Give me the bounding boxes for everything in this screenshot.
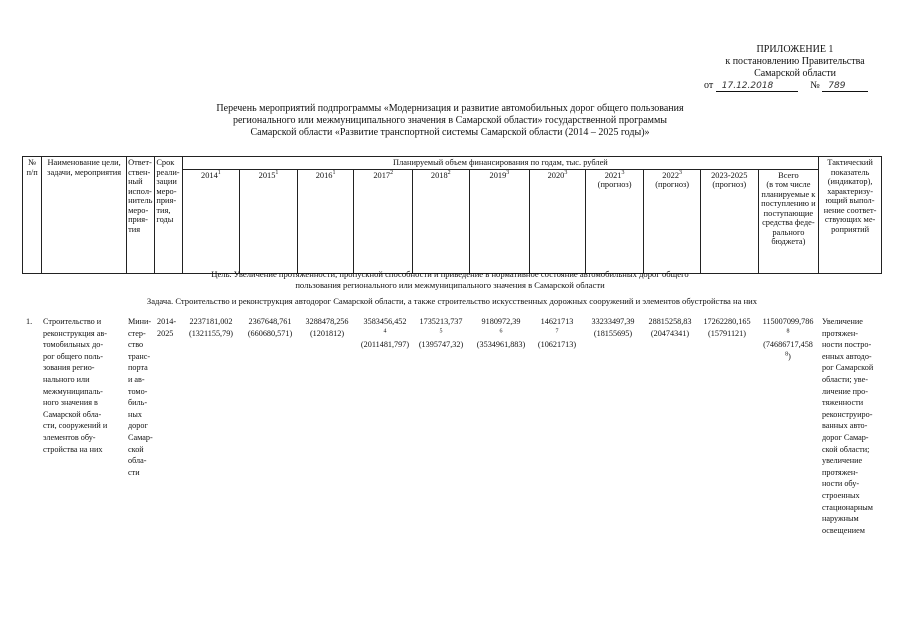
appendix-block [700,44,890,80]
value-2015: 2367648,761 (660680,571) [247,317,293,338]
header-term: Срок реали- зации меро- прия- тия, годы [155,157,182,274]
title-line: Самарской области «Развитие транспортной системы Самарской области (2014 – 2025 годы)» [250,127,650,138]
document-title [150,103,750,139]
year-col-2020: 2020$^3$ [530,169,586,273]
appendix-title: ПРИЛОЖЕНИЕ 1 [756,44,834,55]
row-responsible: Мини- стер- ство транс- порта и ав- томо- биль- ных дорог Самар- ской обла- сти [128,317,153,477]
row-number: 1. [26,317,33,326]
value-2021: 33233497,39 (18155695) [591,317,635,338]
header-responsible: Ответ- ствен- ный испол- нитель меро- прия- тия [127,157,155,274]
year-col-2021: 2021$^3$ (прогноз) [585,169,644,273]
year-col-2018: 2018$^2$ [413,169,470,273]
value-2017: 3583456,452 $^4$ (2011481,797) [360,317,410,350]
value-total: 115007099,786 $^8$ (74686717,458 $^8$) [762,317,814,361]
year-col-2016: 2016$^1$ [297,169,354,273]
header-name: Наименование цели, задачи, мероприятия [42,157,127,274]
header-num: № п/п [23,157,42,274]
value-2016: 3288478,256 (1201812) [305,317,349,338]
value-2022: 28815258,83 (20474341) [648,317,692,338]
measures-table-header [22,156,882,274]
header-indicator: Тактический показатель (индикатор), характеризу- ющий выпол- нение соответ- ствующих ме- роприятий [819,157,882,274]
goal-text: Цель. Увеличение протяженности, пропускной способности и приведение в нормативное состояние автомобильных дорог общего пользования регионального или межмуниципального значения в Самарской области [211,269,689,290]
row-measure-name: Строительство и реконструкция ав- томобильных до- рог общего поль- зования регио- нального или межмуниципаль- ного значения в Самарской обла- сти, сооружений и элементов обу- стройства на них [43,317,108,454]
number-label: № [810,80,820,91]
year-col-2017: 2017$^2$ [354,169,413,273]
value-2020: 14621713 $^7$ (10621713) [537,317,577,350]
value-2023-2025: 17262280,165 (15791121) [703,317,751,338]
decree-date-row [704,80,868,92]
title-line: Перечень мероприятий подпрограммы «Модернизация и развитие автомобильных дорог общего пользования [216,103,684,114]
handwritten-number: 789 [822,81,868,92]
year-col-2019: 2019$^3$ [469,169,530,273]
value-2018: 1735213,737 $^5$ (1395747,32) [418,317,464,350]
year-col-2015: 2015$^1$ [240,169,298,273]
title-line: регионального или межмуниципального значения в Самарской области» государственной программы [232,115,667,126]
handwritten-date: 17.12.2018 [716,81,798,92]
value-2014: 2237181,002 (1321155,79) [188,317,234,338]
total-col: Всего (в том числе планируемые к поступлению и поступающие средства феде- рального бюджета) [758,169,819,273]
year-col-2022: 2022$^3$ (прогноз) [644,169,701,273]
row-indicator: Увеличение протяжен- ности постро- енных автодо- рог Самарской области; уве- личение про- тяженности реконструиро- ванных авто- дорог Самар- ской области; увеличение протяжен- ности обу- строенных стационарным наружным освещением [822,317,874,535]
year-col-2014: 2014$^1$ [182,169,240,273]
appendix-line: к постановлению Правительства [725,56,865,67]
row-term: 2014- 2025 [157,317,177,338]
year-col-2023-2025: 2023-2025 (прогноз) [700,169,758,273]
appendix-line: Самарской области [754,68,836,79]
header-funding: Планируемый объем финансирования по годам, тыс. рублей [182,157,819,170]
from-label: от [704,80,714,91]
value-2019: 9180972,39 $^6$ (3534961,883) [476,317,526,350]
task-text: Задача. Строительство и реконструкция автодорог Самарской области, а также строительство искусственных дорожных сооружений и элементов обустройства на них [146,296,758,306]
